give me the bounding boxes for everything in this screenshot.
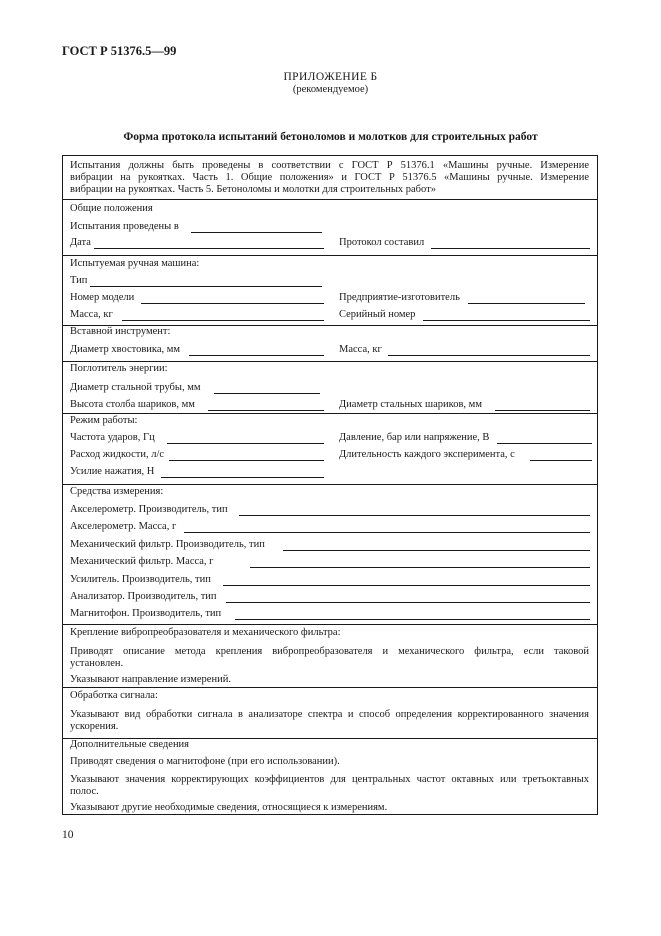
additional-heading: Дополнительные сведения <box>70 739 190 750</box>
machine-type-label: Тип <box>70 275 88 286</box>
mounting-section <box>63 624 597 688</box>
manufacturer-field[interactable] <box>468 303 585 304</box>
experiment-duration-field[interactable] <box>530 460 592 461</box>
tool-mass-field[interactable] <box>388 355 590 356</box>
intro-line-3: вибрации на рукоятках. Часть 5. Бетоноломы и молотки для строительных работ» <box>70 184 436 195</box>
shank-diameter-field[interactable] <box>189 355 324 356</box>
protocol-by-label: Протокол составил <box>339 237 425 248</box>
ball-diameter-label: Диаметр стальных шариков, мм <box>339 399 482 410</box>
instruments-heading: Средства измерения: <box>70 486 164 497</box>
mounting-p1-line1: Приводят описание метода крепления вибропреобразователя и механического фильтра, если таковой <box>70 646 589 657</box>
operating-mode-heading: Режим работы: <box>70 415 138 426</box>
date-field[interactable] <box>94 248 324 249</box>
intro-line-2: вибрации на рукоятках. Часть 1. Общие положения» и ГОСТ Р 51376.5 «Машины ручные. Измерение <box>70 172 589 183</box>
energy-absorber-section <box>63 361 597 414</box>
additional-p3: Указывают другие необходимые сведения, относящиеся к измерениям. <box>70 802 388 813</box>
model-number-field[interactable] <box>141 303 324 304</box>
fluid-flow-label: Расход жидкости, л/с <box>70 449 165 460</box>
signal-line2: ускорения. <box>70 721 119 732</box>
tube-diameter-label: Диаметр стальной трубы, мм <box>70 382 201 393</box>
instrument-field[interactable] <box>283 550 590 551</box>
instrument-field[interactable] <box>239 515 590 516</box>
page-number: 10 <box>62 829 74 841</box>
instrument-field[interactable] <box>250 567 590 568</box>
machine-type-field[interactable] <box>90 286 322 287</box>
feed-force-field[interactable] <box>161 477 324 478</box>
instrument-item: Механический фильтр. Масса, г <box>70 556 214 567</box>
intro-line-1: Испытания должны быть проведены в соответствии с ГОСТ Р 51376.1 «Машины ручные. Измерение <box>70 160 589 171</box>
serial-number-field[interactable] <box>423 320 590 321</box>
pressure-voltage-field[interactable] <box>497 443 592 444</box>
manufacturer-label: Предприятие-изготовитель <box>339 292 460 303</box>
model-number-label: Номер модели <box>70 292 135 303</box>
mounting-p1-line2: установлен. <box>70 658 124 669</box>
shank-diameter-label: Диаметр хвостовика, мм <box>70 344 181 355</box>
instrument-item: Магнитофон. Производитель, тип <box>70 608 222 619</box>
insert-tool-heading: Вставной инструмент: <box>70 326 171 337</box>
appendix-subtitle: (рекомендуемое) <box>292 84 369 95</box>
ball-column-height-label: Высота столба шариков, мм <box>70 399 195 410</box>
ball-diameter-field[interactable] <box>495 410 590 411</box>
instrument-field[interactable] <box>184 532 590 533</box>
machine-mass-field[interactable] <box>122 320 324 321</box>
mounting-p2: Указывают направление измерений. <box>70 674 231 685</box>
instrument-item: Акселерометр. Производитель, тип <box>70 504 228 515</box>
machine-heading: Испытуемая ручная машина: <box>70 258 200 269</box>
tested-in-label: Испытания проведены в <box>70 221 179 232</box>
ball-column-height-field[interactable] <box>208 410 324 411</box>
general-section <box>63 199 597 256</box>
additional-section <box>63 738 597 816</box>
fluid-flow-field[interactable] <box>169 460 324 461</box>
pressure-voltage-label: Давление, бар или напряжение, В <box>339 432 490 443</box>
machine-section <box>63 255 597 326</box>
instrument-item: Акселерометр. Масса, г <box>70 521 177 532</box>
tested-in-field[interactable] <box>191 232 322 233</box>
protocol-by-field[interactable] <box>431 248 590 249</box>
experiment-duration-label: Длительность каждого эксперимента, с <box>339 449 515 460</box>
appendix-title: ПРИЛОЖЕНИЕ Б <box>283 71 378 83</box>
impact-frequency-field[interactable] <box>167 443 324 444</box>
date-label: Дата <box>70 237 91 248</box>
protocol-form <box>62 155 598 815</box>
additional-p2-line2: полос. <box>70 786 99 797</box>
instrument-item: Механический фильтр. Производитель, тип <box>70 539 265 550</box>
feed-force-label: Усилие нажатия, Н <box>70 466 155 477</box>
signal-section <box>63 687 597 739</box>
signal-line1: Указывают вид обработки сигнала в анализаторе спектра и способ определения корректированного значения <box>70 709 589 720</box>
form-title: Форма протокола испытаний бетоноломов и молотков для строительных работ <box>123 131 538 143</box>
intro-section <box>63 156 597 200</box>
standard-header: ГОСТ Р 51376.5—99 <box>62 44 177 58</box>
instruments-section <box>63 484 597 625</box>
operating-mode-section <box>63 413 597 485</box>
instrument-item: Усилитель. Производитель, тип <box>70 574 211 585</box>
instrument-field[interactable] <box>223 585 590 586</box>
machine-mass-label: Масса, кг <box>70 309 113 320</box>
instrument-item: Анализатор. Производитель, тип <box>70 591 217 602</box>
additional-p1: Приводят сведения о магнитофоне (при его использовании). <box>70 756 340 767</box>
tube-diameter-field[interactable] <box>214 393 320 394</box>
energy-absorber-heading: Поглотитель энергии: <box>70 363 168 374</box>
serial-number-label: Серийный номер <box>339 309 416 320</box>
additional-p2-line1: Указывают значения корректирующих коэффициентов для центральных частот октавных или третьоктавных <box>70 774 589 785</box>
mounting-heading: Крепление вибропреобразователя и механического фильтра: <box>70 627 341 638</box>
instrument-field[interactable] <box>235 619 590 620</box>
instrument-field[interactable] <box>226 602 590 603</box>
tool-mass-label: Масса, кг <box>339 344 382 355</box>
general-heading: Общие положения <box>70 203 153 214</box>
insert-tool-section <box>63 325 597 362</box>
impact-frequency-label: Частота ударов, Гц <box>70 432 155 443</box>
signal-heading: Обработка сигнала: <box>70 690 158 701</box>
